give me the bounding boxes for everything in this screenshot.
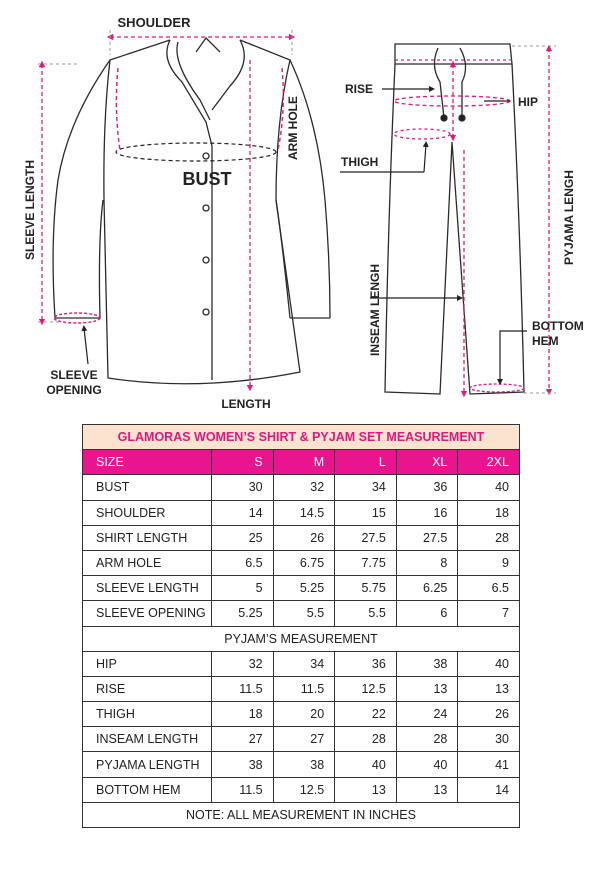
value-cell: 34 — [335, 475, 397, 500]
value-cell: 32 — [273, 475, 335, 500]
value-cell: 7.75 — [335, 550, 397, 575]
value-cell: 12.5 — [335, 676, 397, 701]
value-cell: 5.5 — [335, 601, 397, 626]
pyjama-heading-row — [83, 626, 520, 651]
value-cell: 8 — [396, 550, 458, 575]
table-row — [83, 651, 520, 676]
value-cell: 38 — [396, 651, 458, 676]
label-bottom-hem-2: HEM — [532, 334, 559, 348]
value-cell: 14 — [458, 777, 520, 802]
value-cell: 27 — [273, 727, 335, 752]
value-cell: 18 — [212, 702, 274, 727]
value-cell: 28 — [396, 727, 458, 752]
label-thigh: THIGH — [341, 155, 379, 169]
table-row — [83, 475, 520, 500]
value-cell: 30 — [212, 475, 274, 500]
value-cell: 13 — [335, 777, 397, 802]
label-sleeve-length: SLEEVE LENGTH — [23, 159, 37, 260]
value-cell: 5.25 — [212, 601, 274, 626]
value-cell: 13 — [458, 676, 520, 701]
value-cell: 7 — [458, 601, 520, 626]
value-cell: 40 — [335, 752, 397, 777]
note-row — [83, 802, 520, 827]
value-cell: 5.75 — [335, 576, 397, 601]
table-row — [83, 601, 520, 626]
shirt-illustration — [53, 38, 330, 384]
label-pyjama-length: PYJAMA LENGH — [562, 170, 576, 265]
table-title-row — [83, 425, 520, 450]
value-cell: 27.5 — [335, 525, 397, 550]
value-cell: 38 — [212, 752, 274, 777]
table-row — [83, 525, 520, 550]
value-cell: 11.5 — [212, 777, 274, 802]
value-cell: 15 — [335, 500, 397, 525]
value-cell: 9 — [458, 550, 520, 575]
value-cell: 34 — [273, 651, 335, 676]
label-bust: BUST — [182, 169, 232, 189]
value-cell: 6.75 — [273, 550, 335, 575]
value-cell: 41 — [458, 752, 520, 777]
size-chart-table — [82, 424, 520, 828]
value-cell: 27.5 — [396, 525, 458, 550]
value-cell: 6.25 — [396, 576, 458, 601]
label-rise: RISE — [345, 82, 374, 96]
value-cell: 40 — [458, 475, 520, 500]
row-label: INSEAM LENGTH — [83, 727, 212, 752]
table-row — [83, 576, 520, 601]
value-cell: 16 — [396, 500, 458, 525]
value-cell: 14.5 — [273, 500, 335, 525]
value-cell: 5.5 — [273, 601, 335, 626]
table-header-row — [83, 450, 520, 475]
value-cell: 40 — [396, 752, 458, 777]
table-row — [83, 676, 520, 701]
row-label: ARM HOLE — [83, 550, 212, 575]
row-label: THIGH — [83, 702, 212, 727]
row-label: SHIRT LENGTH — [83, 525, 212, 550]
value-cell: 18 — [458, 500, 520, 525]
value-cell: 27 — [212, 727, 274, 752]
label-length: LENGTH — [221, 397, 271, 411]
row-label: SHOULDER — [83, 500, 212, 525]
value-cell: 38 — [273, 752, 335, 777]
table-row — [83, 500, 520, 525]
value-cell: 28 — [458, 525, 520, 550]
row-label: SLEEVE OPENING — [83, 601, 212, 626]
value-cell: 11.5 — [212, 676, 274, 701]
shirt-measure-lines — [38, 30, 292, 388]
value-cell: 40 — [458, 651, 520, 676]
value-cell: 6.5 — [212, 550, 274, 575]
table-row — [83, 550, 520, 575]
header-cell: SIZE — [83, 450, 212, 475]
label-shoulder: SHOULDER — [117, 15, 191, 30]
value-cell: 22 — [335, 702, 397, 727]
value-cell: 14 — [212, 500, 274, 525]
label-arm-hole: ARM HOLE — [286, 96, 300, 160]
value-cell: 5 — [212, 576, 274, 601]
row-label: SLEEVE LENGTH — [83, 576, 212, 601]
table-row — [83, 702, 520, 727]
value-cell: 13 — [396, 777, 458, 802]
value-cell: 24 — [396, 702, 458, 727]
table-row — [83, 727, 520, 752]
value-cell: 6 — [396, 601, 458, 626]
value-cell: 5.25 — [273, 576, 335, 601]
table-note: NOTE: ALL MEASUREMENT IN INCHES — [83, 802, 520, 827]
header-cell: S — [212, 450, 274, 475]
measurement-diagram — [0, 0, 600, 420]
header-cell: 2XL — [458, 450, 520, 475]
pyjama-heading: PYJAM’S MEASUREMENT — [83, 626, 520, 651]
table-row — [83, 752, 520, 777]
value-cell: 32 — [212, 651, 274, 676]
value-cell: 26 — [273, 525, 335, 550]
row-label: PYJAMA LENGTH — [83, 752, 212, 777]
header-cell: L — [335, 450, 397, 475]
header-cell: XL — [396, 450, 458, 475]
label-hip: HIP — [518, 95, 539, 109]
value-cell: 36 — [396, 475, 458, 500]
row-label: BOTTOM HEM — [83, 777, 212, 802]
value-cell: 30 — [458, 727, 520, 752]
value-cell: 25 — [212, 525, 274, 550]
value-cell: 12.5 — [273, 777, 335, 802]
value-cell: 26 — [458, 702, 520, 727]
label-bottom-hem-1: BOTTOM — [532, 319, 584, 333]
value-cell: 6.5 — [458, 576, 520, 601]
row-label: RISE — [83, 676, 212, 701]
label-inseam-length: INSEAM LENGH — [368, 263, 382, 356]
value-cell: 11.5 — [273, 676, 335, 701]
label-sleeve-opening-1: SLEEVE — [50, 368, 98, 382]
label-sleeve-opening-2: OPENING — [46, 383, 102, 397]
row-label: BUST — [83, 475, 212, 500]
value-cell: 36 — [335, 651, 397, 676]
header-cell: M — [273, 450, 335, 475]
value-cell: 20 — [273, 702, 335, 727]
table-title: GLAMORAS WOMEN’S SHIRT & PYJAM SET MEASUREMENT — [83, 425, 520, 450]
row-label: HIP — [83, 651, 212, 676]
value-cell: 28 — [335, 727, 397, 752]
value-cell: 13 — [396, 676, 458, 701]
table-row — [83, 777, 520, 802]
